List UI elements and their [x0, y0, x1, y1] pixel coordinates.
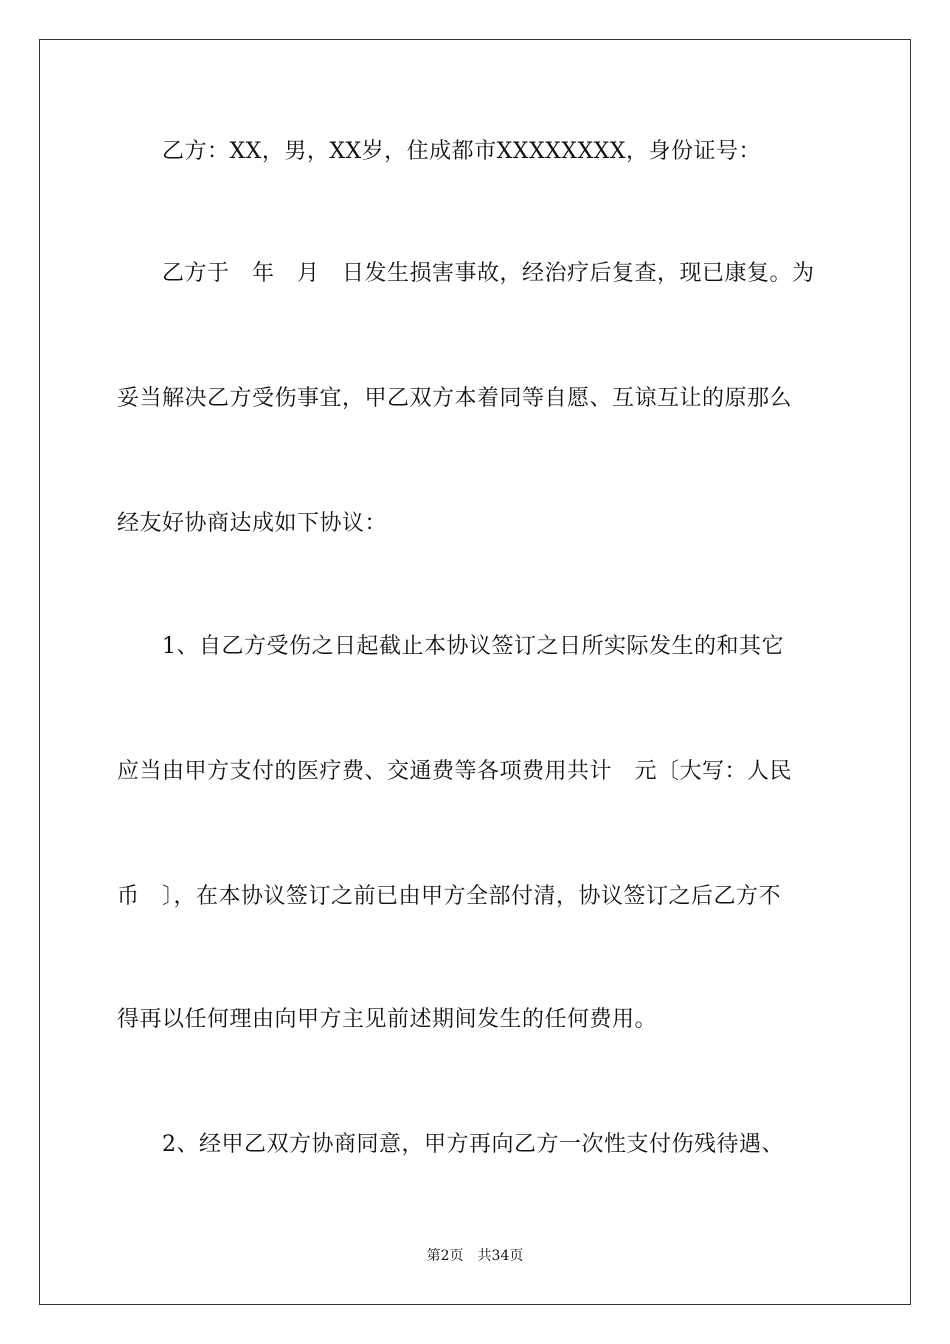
text-line: 乙方于 年 月 日发生损害事故，经治疗后复查，现已康复。为 — [117, 261, 815, 286]
text-line: 1、自乙方受伤之日起截止本协议签订之日所实际发生的和其它 — [117, 634, 784, 659]
total-pages: 共34页 — [477, 1248, 524, 1264]
page-footer — [0, 1247, 950, 1265]
text-line: 2、经甲乙双方协商同意，甲方再向乙方一次性支付伤残待遇、 — [117, 1132, 784, 1157]
text-line: 乙方：XX，男，XX岁，住成都市XXXXXXXX，身份证号： — [117, 139, 761, 164]
text-line: 妥当解决乙方受伤事宜，甲乙双方本着同等自愿、互谅互让的原那么 — [117, 386, 793, 411]
text-line: 经友好协商达成如下协议： — [117, 511, 388, 536]
page-number: 第2页 — [426, 1248, 464, 1264]
text-line: 得再以任何理由向甲方主见前述期间发生的任何费用。 — [117, 1007, 658, 1032]
text-line: 应当由甲方支付的医疗费、交通费等各项费用共计 元〔大写：人民 — [117, 759, 793, 784]
text-line: 币 〕，在本协议签订之前已由甲方全部付清，协议签订之后乙方不 — [117, 884, 782, 909]
page-border — [39, 39, 911, 1305]
